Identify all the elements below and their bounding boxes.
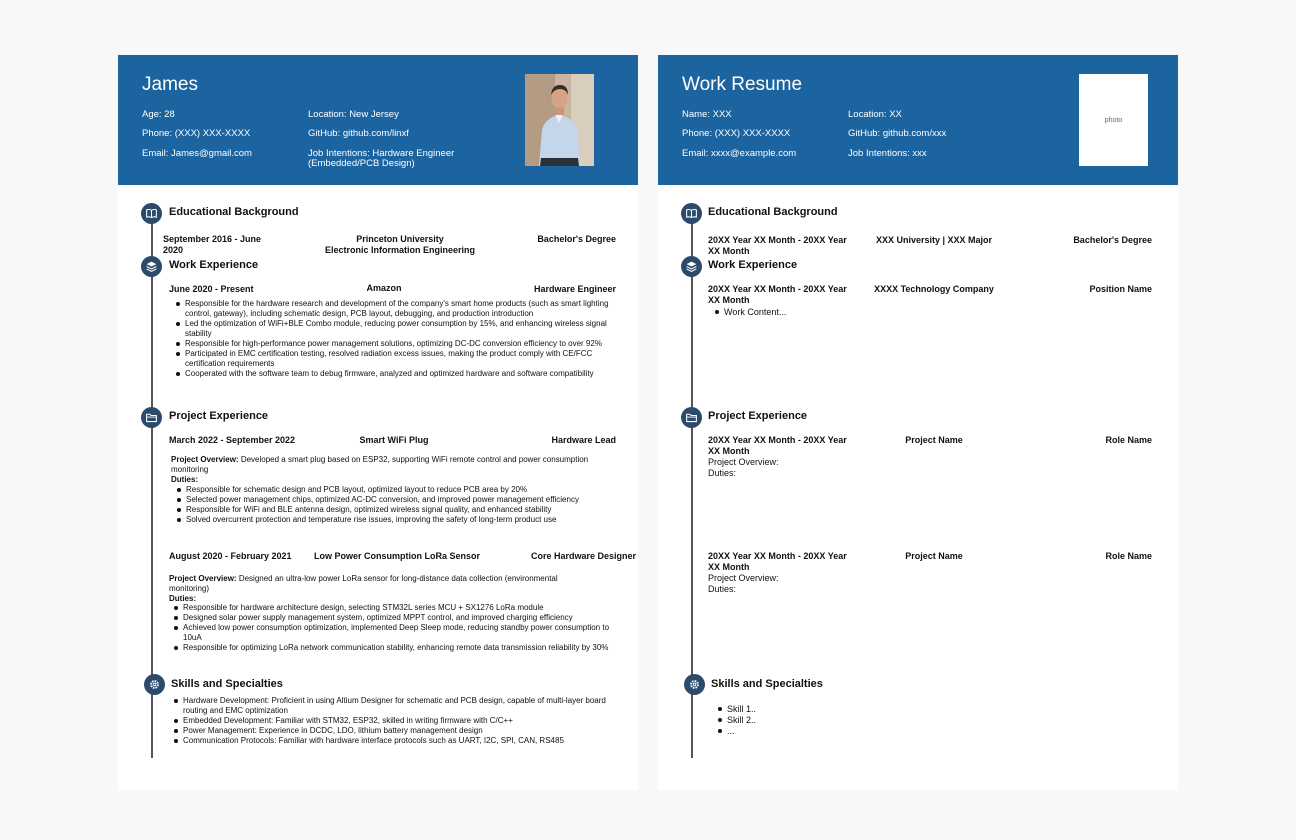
duties-label: Duties: [708, 468, 737, 478]
email-field: Email: James@gmail.com [142, 148, 252, 159]
project-overview: Project Overview: [708, 573, 779, 583]
project-section-title: Project Experience [708, 410, 808, 422]
project-role: Role Name [1105, 551, 1152, 561]
resume-header [118, 55, 638, 185]
folder-icon [141, 407, 162, 428]
list-item: Hardware Development: Proficient in using Altium Designer for schematic and PCB design, capable of multi-layer board routing and EMC optimization [171, 696, 621, 716]
work-section-title: Work Experience [708, 259, 798, 271]
work-role: Position Name [1089, 284, 1152, 294]
list-item: Selected power management chips, optimized AC-DC conversion, and improved power management efficiency [174, 495, 604, 505]
age-field: Age: 28 [142, 109, 175, 120]
resume-page-template [658, 55, 1178, 790]
work-date: June 2020 - Present [169, 284, 254, 294]
list-item: Responsible for optimizing LoRa network communication stability, enhancing remote data transmission reliability by 30% [171, 643, 616, 653]
book-icon [141, 203, 162, 224]
work-duties-list [712, 307, 1012, 317]
resume-title: Work Resume [682, 74, 803, 95]
list-item: Participated in EMC certification testing, resolved radiation excess issues, making the product comply with CE/FCC certification requirements [173, 349, 613, 369]
education-school: Princeton University [356, 234, 444, 244]
project-duties-list [174, 485, 604, 525]
project-date: August 2020 - February 2021 [169, 551, 292, 561]
list-item: ... [715, 726, 915, 737]
layers-icon [141, 256, 162, 277]
resume-page-james [118, 55, 638, 790]
list-item: Designed solar power supply management system, optimized MPPT control, and improved charging efficiency [171, 613, 616, 623]
project-date: 20XX Year XX Month - 20XX Year XX Month [708, 551, 847, 572]
list-item: Communication Protocols: Familiar with hardware interface protocols such as UART, I2C, SPI, CAN, RS485 [171, 736, 621, 746]
project-name: Project Name [905, 551, 963, 561]
project-role: Hardware Lead [551, 435, 616, 445]
layers-icon [681, 256, 702, 277]
email-field: Email: xxxx@example.com [682, 148, 797, 159]
profile-photo [525, 74, 594, 166]
project-role: Role Name [1105, 435, 1152, 445]
list-item: Responsible for schematic design and PCB layout, optimized layout to reduce PCB area by 20% [174, 485, 604, 495]
phone-field: Phone: (XXX) XXX-XXXX [142, 128, 251, 139]
location-field: Location: XX [848, 109, 902, 120]
job-intention-field: Job Intentions: xxx [848, 148, 927, 159]
name-field: Name: XXX [682, 109, 732, 120]
github-field: GitHub: github.com/linxf [308, 128, 409, 139]
work-company: XXXX Technology Company [874, 284, 994, 294]
skills-section-title: Skills and Specialties [711, 678, 823, 690]
phone-field: Phone: (XXX) XXX-XXXX [682, 128, 791, 139]
job-intention-field: Job Intentions: Hardware Engineer (Embedded/PCB Design) [308, 148, 455, 169]
resume-header [658, 55, 1178, 185]
work-role: Hardware Engineer [533, 284, 616, 294]
project-overview: Project Overview: Designed an ultra-low power LoRa sensor for long-distance data collection (environmental monitoring) [169, 574, 558, 593]
list-item: Responsible for WiFi and BLE antenna design, optimized wireless signal quality, and enhanced stability [174, 505, 604, 515]
work-date: 20XX Year XX Month - 20XX Year XX Month [708, 284, 847, 305]
list-item: Embedded Development: Familiar with STM32, ESP32, skilled in writing firmware with C/C++ [171, 716, 621, 726]
photo-placeholder [1079, 74, 1148, 166]
list-item: Led the optimization of WiFi+BLE Combo module, reducing power consumption by 15%, and enhancing wireless signal stability [173, 319, 613, 339]
duties-label: Duties: [708, 584, 737, 594]
skills-section-title: Skills and Specialties [171, 678, 283, 690]
project-date: 20XX Year XX Month - 20XX Year XX Month [708, 435, 847, 456]
project-name: Low Power Consumption LoRa Sensor [314, 551, 481, 561]
candidate-name: James [142, 74, 198, 95]
list-item: Solved overcurrent protection and temperature rise issues, improving the safety of long-term product use [174, 515, 604, 525]
list-item: Achieved low power consumption optimization, implemented Deep Sleep mode, reducing standby power consumption to 10uA [171, 623, 616, 643]
project-role: Core Hardware Designer [530, 551, 636, 561]
book-icon [681, 203, 702, 224]
project-section-title: Project Experience [169, 410, 269, 422]
education-major: Electronic Information Engineering [324, 245, 476, 255]
folder-icon [681, 407, 702, 428]
list-item: Power Management: Experience in DCDC, LDO, lithium battery management design [171, 726, 621, 736]
project-date: March 2022 - September 2022 [169, 435, 296, 445]
list-item: Cooperated with the software team to debug firmware, analyzed and optimized hardware and software compatibility [173, 369, 613, 379]
list-item: Responsible for the hardware research and development of the company's smart home products (such as smart lighting control, gateway), including schematic design, PCB layout, debugging, and production introduction [173, 299, 613, 319]
project-name: Smart WiFi Plug [359, 435, 429, 445]
project-duties-list [171, 603, 616, 653]
project-overview: Project Overview: [708, 457, 779, 467]
education-school: XXX University | XXX Major [875, 235, 993, 245]
duties-label: Duties: [171, 475, 199, 484]
duties-label: Duties: [169, 594, 197, 603]
list-item: Responsible for hardware architecture design, selecting STM32L series MCU + SX1276 LoRa module [171, 603, 616, 613]
list-item: Skill 1.. [715, 704, 915, 715]
list-item: Skill 2.. [715, 715, 915, 726]
work-section-title: Work Experience [169, 259, 259, 271]
photo-label: photo [1104, 116, 1123, 124]
education-degree: Bachelor's Degree [1073, 235, 1152, 245]
education-section-title: Educational Background [708, 206, 838, 218]
education-date: 20XX Year XX Month - 20XX Year XX Month [708, 235, 847, 256]
work-duties-list [173, 299, 613, 379]
gear-icon [684, 674, 705, 695]
list-item: Responsible for high-performance power management solutions, optimizing DC-DC conversion efficiency to over 92% [173, 339, 613, 349]
skills-list [715, 704, 915, 737]
work-company: Amazon [366, 283, 402, 293]
education-date: September 2016 - June 2020 [163, 234, 262, 255]
list-item: Work Content... [712, 307, 1012, 317]
education-degree: Bachelor's Degree [537, 234, 616, 244]
github-field: GitHub: github.com/xxx [848, 128, 947, 139]
education-section-title: Educational Background [169, 206, 299, 218]
project-name: Project Name [905, 435, 963, 445]
skills-list [171, 696, 621, 746]
location-field: Location: New Jersey [308, 109, 399, 120]
project-overview: Project Overview: Developed a smart plug based on ESP32, supporting WiFi remote control and power consumption monitoring [171, 455, 589, 474]
gear-icon [144, 674, 165, 695]
